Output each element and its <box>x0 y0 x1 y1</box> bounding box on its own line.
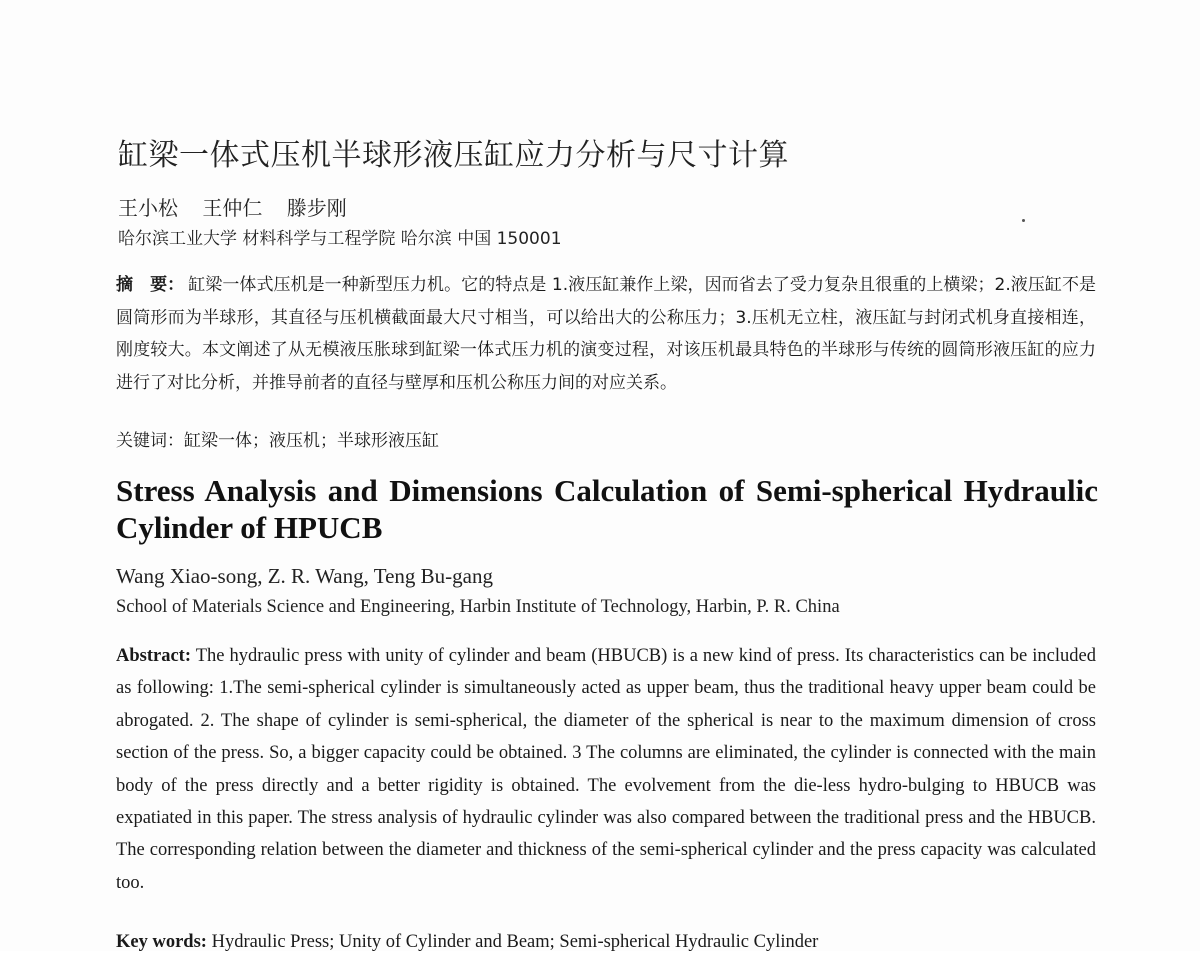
chinese-abstract-text: 缸梁一体式压机是一种新型压力机。它的特点是 1.液压缸兼作上梁，因而省去了受力复杂且很重的上横梁；2.液压缸不是圆筒形而为半球形，其直径与压机横截面最大尺寸相当，可以给出大的公称压力；3.压机无立柱，液压缸与封闭式机身直接相连，刚度较大。本文阐述了从无模液压胀球到缸梁一体式压力机的演变过程，对该压机最具特色的半球形与传统的圆筒形液压缸的应力进行了对比分析，并推导前者的直径与壁厚和压机公称压力间的对应关系。 <box>116 275 1097 393</box>
scan-speck <box>1022 219 1025 222</box>
chinese-abstract-label: 摘 要： <box>116 275 185 295</box>
chinese-title: 缸梁一体式压机半球形液压缸应力分析与尺寸计算 <box>118 138 789 173</box>
chinese-abstract <box>116 269 1096 399</box>
english-title: Stress Analysis and Dimensions Calculation of Semi-spherical Hydraulic Cylinder of HPUCB <box>116 473 1098 545</box>
chinese-author-3: 滕步刚 <box>286 196 347 220</box>
english-keywords-label: Key words: <box>116 932 207 952</box>
chinese-keywords <box>116 426 439 451</box>
chinese-affiliation: 哈尔滨工业大学 材料科学与工程学院 哈尔滨 中国 150001 <box>118 229 562 249</box>
english-affiliation: School of Materials Science and Engineering, Harbin Institute of Technology, Harbin, P. R. China <box>116 597 840 617</box>
english-abstract-text: The hydraulic press with unity of cylinder and beam (HBUCB) is a new kind of press. Its characteristics can be included as following: 1.The semi-spherical cylinder is simultaneously acted as upper beam, thus the traditional heavy upper beam could be abrogated. 2. The shape of cylinder is semi-spherical, the diameter of the spherical is near to the maximum dimension of cross section of the press. So, a bigger capacity could be obtained. 3 The columns are eliminated, the cylinder is connected with the main body of the press directly and a better rigidity is obtained. The evolvement from the die-less hydro-bulging to HBUCB was expatiated in this paper. The stress analysis of hydraulic cylinder was also compared between the traditional press and the HBUCB. The corresponding relation between the diameter and thickness of the semi-spherical cylinder and the press capacity was calculated too. <box>116 646 1096 893</box>
chinese-keywords-text: 缸梁一体；液压机；半球形液压缸 <box>184 431 439 451</box>
chinese-author-1: 王小松 <box>118 196 178 220</box>
english-keywords <box>116 932 818 953</box>
chinese-author-2: 王仲仁 <box>202 196 263 220</box>
english-abstract <box>116 640 1096 899</box>
english-abstract-label: Abstract: <box>116 646 192 666</box>
chinese-authors <box>118 192 365 221</box>
english-authors: Wang Xiao-song, Z. R. Wang, Teng Bu-gang <box>116 564 493 588</box>
english-keywords-text: Hydraulic Press; Unity of Cylinder and Beam; Semi-spherical Hydraulic Cylinder <box>211 932 819 952</box>
chinese-keywords-label: 关键词： <box>116 431 184 451</box>
